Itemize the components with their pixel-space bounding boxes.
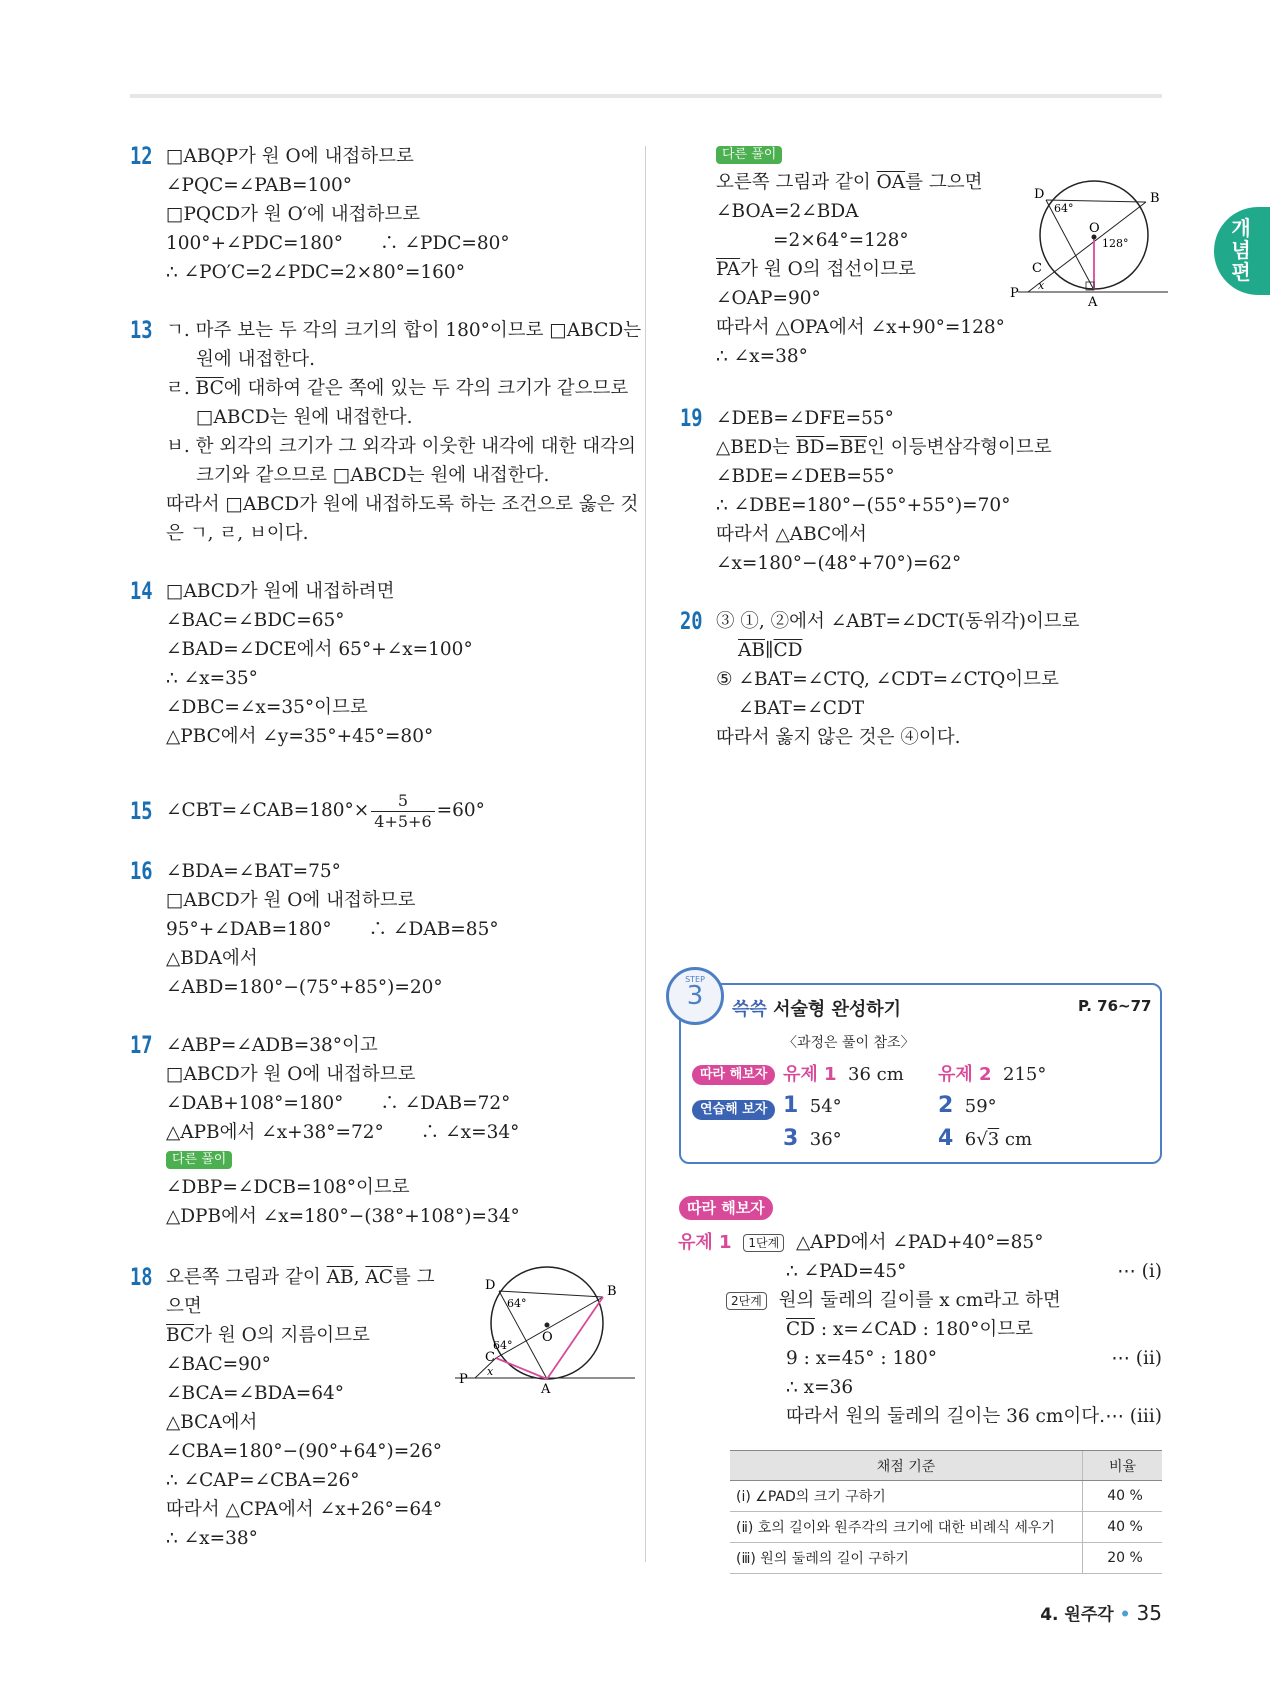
line: △PBC에서 ∠y=35°+45°=80° [166,726,434,747]
alt-solution-18 [680,142,1170,404]
table-header: 채점 기준 비율 [730,1451,1162,1481]
step3-row1 [692,1063,775,1085]
line: △BDA에서 [166,948,258,969]
table-row: (ⅲ) 원의 둘레의 길이 구하기 20 % [730,1543,1162,1574]
follow-solution [678,1228,1162,1431]
ex1-answer: 유제 1 36 cm [783,1064,904,1085]
line: 오른쪽 그림과 같이 $\overline{OA}$를 그으면 [716,172,983,193]
line: 따라서 △ABC에서 [716,524,867,545]
alt-solution-tag: 다른 풀이 [166,1151,232,1169]
segment-bc: $\overline{BC}$ [195,378,224,399]
line: □PQCD가 원 O′에 내접하므로 [166,204,421,225]
problem-13 [130,316,642,577]
line: $\overline{PA}$가 원 O의 접선이므로 [716,259,916,280]
line: ∠BAD=∠DCE에서 65°+∠x=100° [166,639,473,660]
line [716,142,1005,168]
line: 은 ㄱ, ㄹ, ㅂ이다. [166,523,309,544]
line: ∠BAC=90° [166,1354,271,1375]
problem-17 [130,1031,630,1263]
step3-title: 쓱쓱 서술형 완성하기 [732,999,902,1020]
line: □ABCD가 원 O에 내접하므로 [166,890,416,911]
line: 따라서 □ABCD가 원에 내접하도록 하는 조건으로 옳은 것 [166,494,639,515]
line: ∠BOA=2∠BDA [716,201,859,222]
table-row: (ⅱ) 호의 길이와 원주각의 크기에 대한 비례식 세우기 40 % [730,1512,1162,1543]
line: ∠CBT=∠CAB=180°× $\frac{5}{4+5+6}$ =60° [166,790,485,831]
line: 으면 [166,1296,202,1317]
step3-note: 〈과정은 풀이 참조〉 [783,1035,915,1051]
line: 원에 내접한다. [196,349,315,370]
practice-answer: 3 36° [783,1126,842,1151]
line: ∠ABD=180°−(75°+85°)=20° [166,977,443,998]
step3-page-ref: P. 76~77 [1078,997,1152,1015]
line: ∠OAP=90° [716,288,821,309]
svg-text:128°: 128° [1102,237,1129,250]
line: ∠BAC=∠BDC=65° [166,610,345,631]
line: ∠DEB=∠DFE=55° [716,408,894,429]
problem-number: 19 [680,404,703,432]
practice-pill: 연습해 보자 [692,1100,775,1120]
line: ㄹ. $\overline{BC}$에 대하여 같은 쪽에 있는 두 각의 크기가 같으므로 [166,378,629,399]
line: ∠DBP=∠DCB=108°이므로 [166,1177,410,1198]
line: ③ ①, ②에서 ∠ABT=∠DCT(동위각)이므로 [716,611,1080,632]
svg-text:O: O [1089,221,1100,236]
line: 유제 1 1단계 △APD에서 ∠PAD+40°=85° [678,1232,1044,1253]
svg-text:O: O [542,1330,553,1345]
line: △BCA에서 [166,1412,258,1433]
line: □ABCD가 원에 내접하려면 [166,581,395,602]
circle-figure-alt [1008,180,1168,308]
svg-text:x: x [487,1365,494,1378]
alt-solution-tag: 다른 풀이 [716,146,782,164]
line: ㅂ. 한 외각의 크기가 그 외각과 이웃한 내각에 대한 대각의 [166,436,636,457]
line: 2단계 원의 둘레의 길이를 x cm라고 하면 [678,1286,1162,1315]
line: □ABCD가 원 O에 내접하므로 [166,1064,416,1085]
problem-number: 16 [130,857,153,885]
line: ∠x=180°−(48°+70°)=62° [716,553,962,574]
svg-text:B: B [607,1284,617,1299]
follow-section-pill: 따라 해보자 [679,1196,773,1220]
svg-text:D: D [485,1278,496,1293]
line: ∠BDE=∠DEB=55° [716,466,895,487]
line: $\overline{BC}$가 원 O의 지름이므로 [166,1325,370,1346]
problem-number: 20 [680,607,703,635]
ex2-answer: 유제 2 215° [938,1064,1047,1085]
line: ∴ ∠x=38° [166,1528,258,1549]
problem-number: 14 [130,577,153,605]
page-footer: 4. 원주각 • 35 [1040,1601,1162,1625]
line: □ABCD는 원에 내접한다. [196,407,413,428]
problem-19 [680,404,1170,607]
problem-16 [130,857,630,1031]
svg-text:64°: 64° [507,1297,527,1310]
line: ∠DAB+108°=180° ∴ ∠DAB=72° [166,1093,511,1114]
line: 오른쪽 그림과 같이 $\overline{AB}$, $\overline{AC}$를 그 [166,1267,435,1288]
line: 95°+∠DAB=180° ∴ ∠DAB=85° [166,919,499,940]
svg-text:C: C [1032,261,1042,276]
svg-text:64°: 64° [1054,202,1074,215]
svg-text:64°: 64° [493,1339,513,1352]
line: =2×64°=128° [773,230,909,251]
svg-text:A: A [1088,295,1098,308]
column-divider [645,146,646,1562]
line: ∠DBC=∠x=35°이므로 [166,697,368,718]
svg-text:D: D [1034,187,1045,202]
line: ∴ ∠PO′C=2∠PDC=2×80°=160° [166,262,465,283]
line: ∠ABP=∠ADB=38°이고 [166,1035,378,1056]
step3-row2 [692,1098,775,1120]
line: 따라서 △CPA에서 ∠x+26°=64° [166,1499,443,1520]
table-row: (ⅰ) ∠PAD의 크기 구하기 40 % [730,1481,1162,1512]
line: ∠BCA=∠BDA=64° [166,1383,345,1404]
svg-text:B: B [1150,191,1160,206]
top-rule [130,94,1162,98]
svg-text:P: P [1010,286,1019,301]
problem-number: 12 [130,142,153,170]
problem-number: 13 [130,316,153,344]
svg-text:A: A [541,1382,551,1393]
line [166,1147,520,1173]
line: ∴ ∠DBE=180°−(55°+55°)=70° [716,495,1011,516]
line: △APB에서 ∠x+38°=72° ∴ ∠x=34° [166,1122,520,1143]
svg-text:P: P [459,1372,468,1387]
problem-number: 18 [130,1263,153,1291]
line: ∴ x=36 [786,1377,854,1398]
practice-answer: 4 6√3 cm [938,1126,1033,1151]
line: ∠CBA=180°−(90°+64°)=26° [166,1441,442,1462]
problem-14 [130,577,630,789]
svg-text:C: C [485,1350,495,1365]
line: 9 : x=45° : 180° ⋯ (ⅱ) [786,1348,1162,1369]
line: 따라서 △OPA에서 ∠x+90°=128° [716,317,1005,338]
line: ∠BAT=∠CDT [738,698,865,719]
line: ∠BDA=∠BAT=75° [166,861,341,882]
problem-12 [130,142,630,316]
scoring-table [730,1450,1162,1574]
practice-answer: 2 59° [938,1093,997,1118]
line: 크기와 같으므로 □ABCD는 원에 내접한다. [196,465,550,486]
problem-18 [130,1263,630,1553]
fraction: $\frac{5}{4+5+6}$ [371,791,434,832]
line: ㄱ. 마주 보는 두 각의 크기의 합이 180°이므로 □ABCD는 [166,320,642,341]
problem-number: 17 [130,1031,153,1059]
line: 100°+∠PDC=180° ∴ ∠PDC=80° [166,233,510,254]
side-tab: 개념편 [1214,207,1270,295]
line: ∠PQC=∠PAB=100° [166,175,353,196]
line: △DPB에서 ∠x=180°−(38°+108°)=34° [166,1206,520,1227]
line: 따라서 원의 둘레의 길이는 36 cm이다. ⋯ (ⅲ) [786,1406,1162,1427]
problem-20 [680,607,1170,752]
line: □ABQP가 원 O에 내접하므로 [166,146,414,167]
line: ⑤ ∠BAT=∠CTQ, ∠CDT=∠CTQ이므로 [716,669,1059,690]
line: $\overline{AB}\parallel\overline{CD}$ [738,640,803,661]
svg-text:x: x [1038,279,1045,292]
line: ∴ ∠CAP=∠CBA=26° [166,1470,360,1491]
line: △BED는 $\overline{BD}=\overline{BE}$인 이등변삼각형이므로 [716,437,1052,458]
problem-number: 15 [130,797,153,825]
left-column [130,142,642,1553]
practice-answer: 1 54° [783,1093,842,1118]
line: $\overline{CD}$ : x=∠CAD : 180°이므로 [786,1319,1033,1340]
step3-badge: STEP 3 [666,967,724,1025]
problem-15 [130,789,630,857]
circle-figure-18 [455,1263,635,1393]
line: ∴ ∠PAD=45° ⋯ (ⅰ) [786,1261,1162,1282]
right-column [680,142,1170,752]
line: ∴ ∠x=35° [166,668,258,689]
line: 따라서 옳지 않은 것은 ④이다. [716,727,961,748]
line: ∴ ∠x=38° [716,346,808,367]
follow-pill: 따라 해보자 [692,1065,775,1085]
